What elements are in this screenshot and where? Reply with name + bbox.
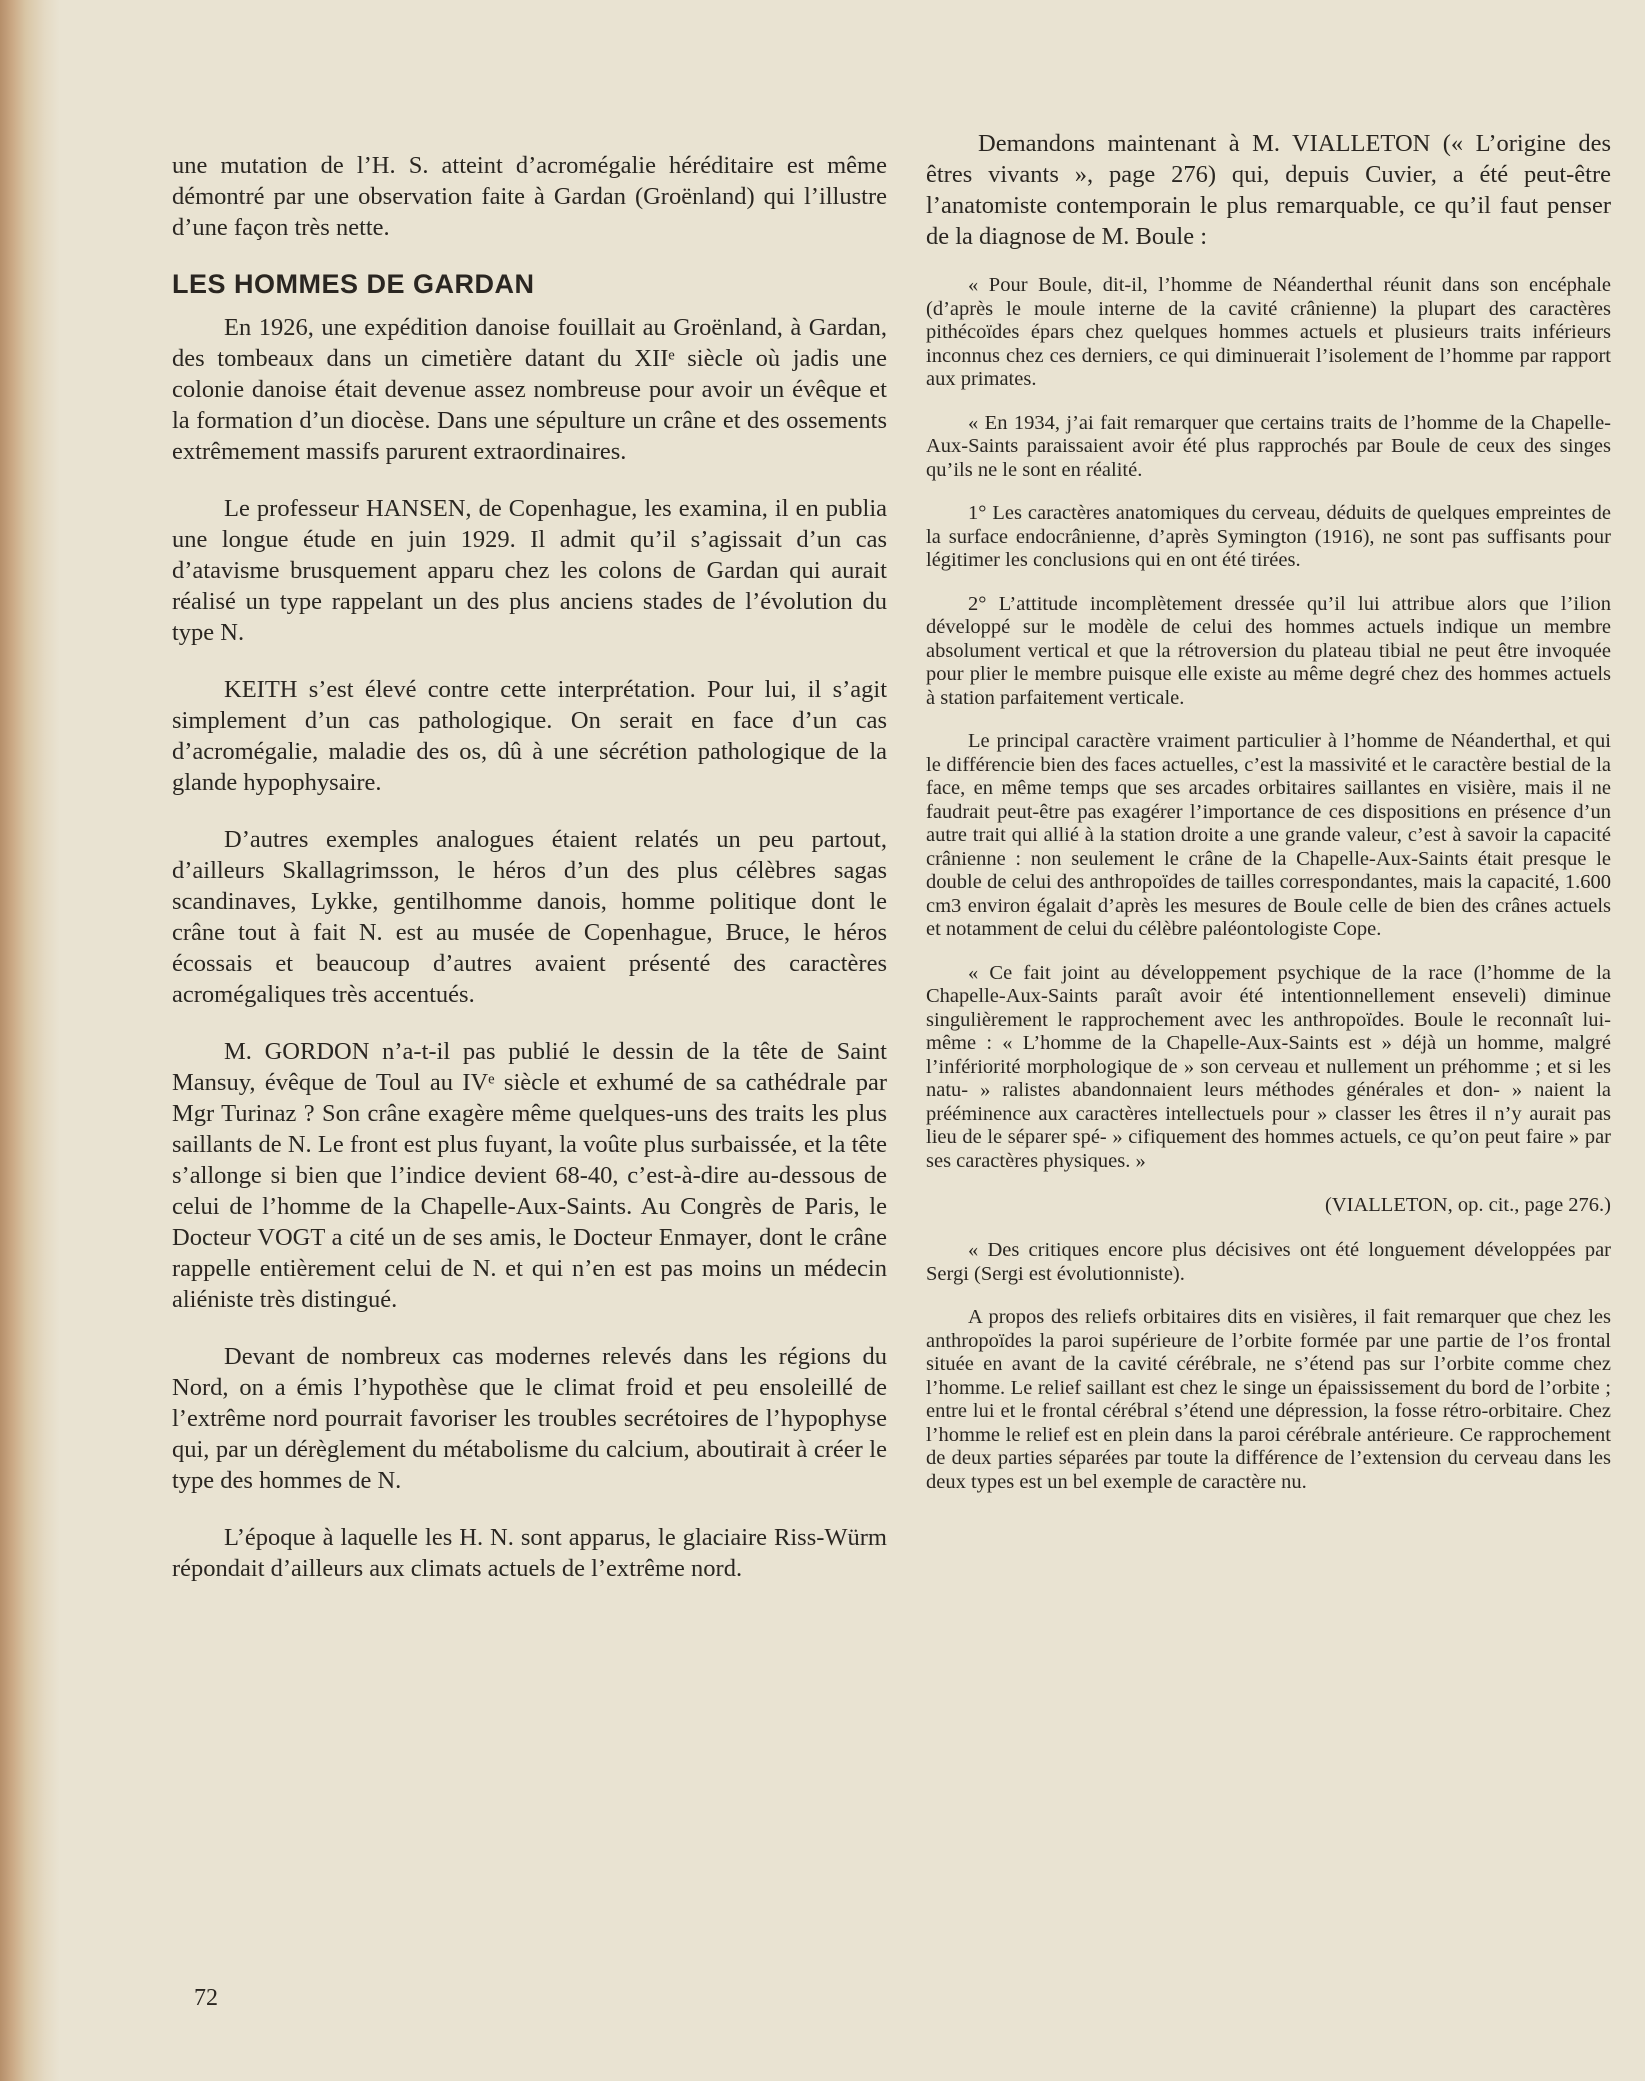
book-page bbox=[60, 0, 1645, 2081]
quote-paragraph: « Des critiques encore plus décisives ont été longuement développées par Sergi (Sergi est évolutionniste). bbox=[926, 1239, 1611, 1285]
body-paragraph: M. GORDON n’a-t-il pas publié le dessin de la tête de Saint Mansuy, évêque de Toul au IVᵉ siècle et exhumé de sa cathédrale par Mgr Turinaz ? Son crâne exagère même quelques-uns des traits les plus saillants de N. Le front est plus fuyant, la voûte plus surbaissée, et la tête s’allonge si bien que l’indice devient 68-40, c’est-à-dire au-dessous de celui de l’homme de la Chapelle-Aux-Saints. Au Congrès de Paris, le Docteur VOGT a cité un de ses amis, le Docteur Enmayer, dont le crâne rappelle entièrement celui de N. et qui n’en est pas moins un médecin aliéniste très distingué. bbox=[172, 1038, 887, 1313]
quote-paragraph: 2° L’attitude incomplètement dressée qu’il lui attribue alors que l’ilion développé sur le modèle de celui des hommes actuels indique un membre absolument vertical et que la rétroversion du plateau tibial ne peut être invoquée pour plier le membre puisque elle existe au même degré chez des hommes actuels à station parfaitement verticale. bbox=[926, 592, 1611, 709]
left-column bbox=[172, 150, 887, 1610]
section-heading: LES HOMMES DE GARDAN bbox=[172, 269, 535, 299]
quote-paragraph: A propos des reliefs orbitaires dits en visières, il fait remarquer que chez les anthropoïdes la paroi supérieure de l’orbite formée par une partie de l’os frontal située en avant de la cavité cérébrale, ne s’étend pas sur l’orbite comme chez l’homme. Le relief saillant est chez le singe un épaississement du bord de l’orbite ; entre lui et le frontal cérébral s’étend une dépression, la fosse rétro-orbitaire. Chez l’homme le relief est en plein dans la paroi cérébrale antérieure. Ce rapprochement de deux parties séparées par toute la différence de l’extension du cerveau dans les deux types est un bel exemple de caractère nu. bbox=[926, 1306, 1611, 1493]
body-paragraph: KEITH s’est élevé contre cette interprétation. Pour lui, il s’agit simplement d’un cas pathologique. On serait en face d’un cas d’acromégalie, maladie des os, dû à une sécrétion pathologique de la glande hypophysaire. bbox=[172, 676, 887, 796]
opening-paragraph: une mutation de l’H. S. atteint d’acromégalie héréditaire est même démontré par une observation faite à Gardan (Groënland) qui l’illustre d’une façon très nette. bbox=[172, 152, 887, 241]
body-paragraph: D’autres exemples analogues étaient relatés un peu partout, d’ailleurs Skallagrimsson, le héros d’un des plus célèbres sagas scandinaves, Lykke, gentilhomme danois, homme politique dont le crâne tout à fait N. est au musée de Copenhague, Bruce, le héros écossais et beaucoup d’autres avaient présenté des caractères acromégaliques très accentués. bbox=[172, 826, 887, 1008]
quote-paragraph: « Ce fait joint au développement psychique de la race (l’homme de la Chapelle-Aux-Saints paraît avoir été intentionnellement enseveli) diminue singulièrement le rapprochement avec les anthropoïdes. Boule le reconnaît lui-même : « L’homme de la Chapelle-Aux-Saints est » déjà un homme, malgré l’infériorité morphologique de » son cerveau et nullement un préhomme ; et si les natu- » ralistes abandonnaient leurs méthodes générales et don- » naient la prééminence aux caractères intellectuels pour » classer les êtres il n’y aurait pas lieu de le séparer spé- » cifiquement des hommes actuels, ce qu’on peut faire » par ses caractères physiques. » bbox=[926, 961, 1611, 1172]
right-column bbox=[926, 128, 1611, 1514]
intro-paragraph: Demandons maintenant à M. VIALLETON (« L’origine des êtres vivants », page 276) qui, depuis Cuvier, a été peut-être l’anatomiste contemporain le plus remarquable, ce qu’il faut penser de la diagnose de M. Boule : bbox=[926, 130, 1611, 250]
quote-paragraph: « Pour Boule, dit-il, l’homme de Néanderthal réunit dans son encéphale (d’après le moule interne de la cavité crânienne) la plupart des caractères pithécoïdes épars chez quelques hommes actuels et plusieurs traits inférieurs inconnus chez ces derniers, ce qui diminuerait l’isolement de l’homme par rapport aux primates. bbox=[926, 274, 1611, 390]
body-paragraph: En 1926, une expédition danoise fouillait au Groënland, à Gardan, des tombeaux dans un cimetière datant du XIIᵉ siècle où jadis une colonie danoise était devenue assez nombreuse pour avoir un évêque et la formation d’un diocèse. Dans une sépulture un crâne et des ossements extrêmement massifs parurent extraordinaires. bbox=[172, 314, 887, 465]
body-paragraph: Le professeur HANSEN, de Copenhague, les examina, il en publia une longue étude en juin 1929. Il admit qu’il s’agissait d’un cas d’atavisme brusquement apparu chez les colons de Gardan qui aurait réalisé un type rappelant un des plus anciens stades de l’évolution du type N. bbox=[172, 495, 887, 646]
body-paragraph: L’époque à laquelle les H. N. sont apparus, le glaciaire Riss-Würm répondait d’ailleurs aux climats actuels de l’extrême nord. bbox=[172, 1524, 887, 1582]
quote-paragraph: 1° Les caractères anatomiques du cerveau, déduits de quelques empreintes de la surface endocrânienne, d’après Symington (1916), ne sont pas suffisants pour légitimer les conclusions qui en ont été tirées. bbox=[926, 502, 1611, 571]
page-number: 72 bbox=[194, 1985, 218, 2011]
body-paragraph: Devant de nombreux cas modernes relevés dans les régions du Nord, on a émis l’hypothèse que le climat froid et peu ensoleillé de l’extrême nord pourrait favoriser les troubles secrétoires de l’hypophyse qui, par un dérèglement du métabolisme du calcium, aboutirait à créer le type des hommes de N. bbox=[172, 1343, 887, 1494]
citation: (VIALLETON, op. cit., page 276.) bbox=[1325, 1194, 1611, 1216]
quote-paragraph: « En 1934, j’ai fait remarquer que certains traits de l’homme de la Chapelle-Aux-Saints paraissaient avoir été plus rapprochés par Boule de ceux des singes qu’ils ne le sont en réalité. bbox=[926, 411, 1611, 481]
book-spine-shadow bbox=[0, 0, 60, 2081]
quote-paragraph: Le principal caractère vraiment particulier à l’homme de Néanderthal, et qui le différencie bien des faces actuelles, c’est la massivité et le caractère bestial de la face, en même temps que ses arcades orbitaires saillantes en visière, mais il ne faudrait peut-être pas exagérer l’importance de ces dispositions en présence d’un autre trait qui allié à la station droite a une grande valeur, c’est à savoir la capacité crânienne : non seulement le crâne de la Chapelle-Aux-Saints était presque le double de celui des anthropoïdes de tailles correspondantes, mais la capacité, 1.600 cm3 environ égalait d’après les mesures de Boule celle de bien des crânes actuels et notamment de celui du célèbre paléontologiste Cope. bbox=[926, 730, 1611, 940]
